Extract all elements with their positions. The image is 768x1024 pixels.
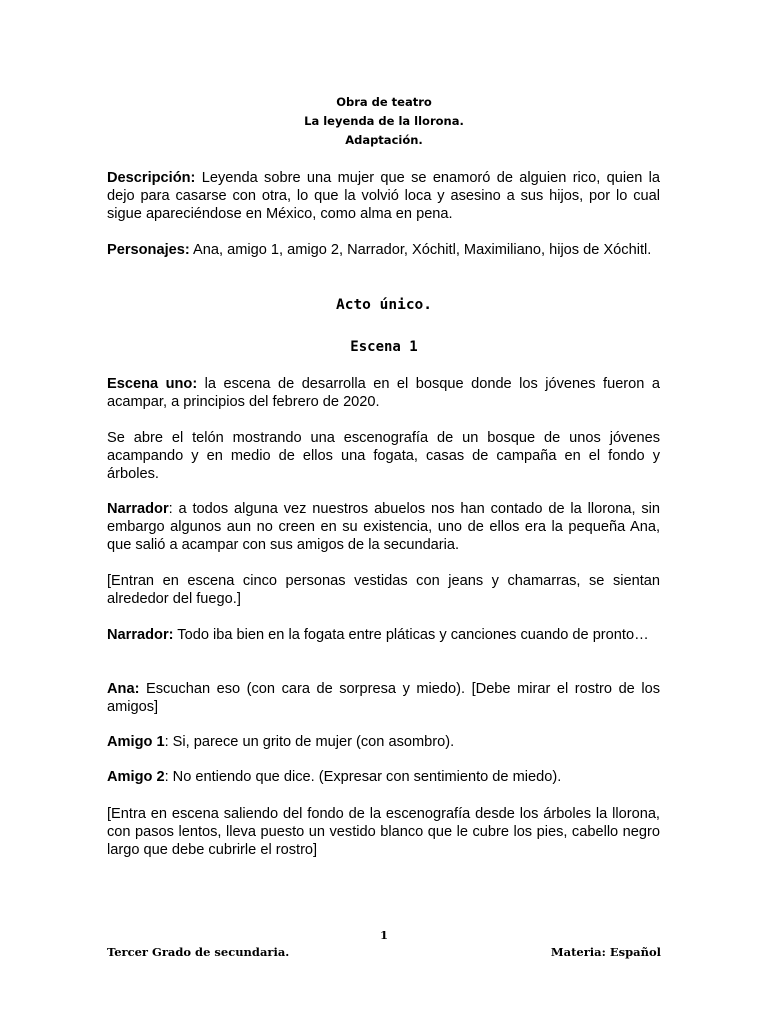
- paragraph-stage-direction-2: [107, 572, 660, 608]
- paragraph-label: Narrador:: [107, 627, 174, 643]
- paragraph-text: [Entra en escena saliendo del fondo de la escenografía desde los árboles la llorona, con pasos lentos, lleva puesto un vestido blanco que le cubre los pies, cabello negro largo que debe cubrirle el rostro]: [107, 806, 660, 858]
- page-number: 1: [379, 928, 388, 942]
- paragraph-narrator-2: [107, 626, 660, 644]
- characters-paragraph: [107, 241, 660, 259]
- paragraph-text: [Entran en escena cinco personas vestidas con jeans y chamarras, se sientan alrededor del fuego.]: [107, 573, 660, 607]
- paragraph-narrator-1: [107, 500, 660, 554]
- paragraph-stage-direction-3: [107, 805, 660, 859]
- paragraph-text: : Si, parece un grito de mujer (con asombro).: [164, 734, 455, 750]
- paragraph-label: Narrador: [107, 501, 169, 517]
- paragraph-amigo-1: [107, 733, 660, 751]
- paragraph-stage-direction-1: [107, 429, 660, 483]
- paragraph-text: Escuchan eso (con cara de sorpresa y miedo). [Debe mirar el rostro de los amigos]: [107, 681, 660, 715]
- paragraph-ana: [107, 680, 660, 716]
- paragraph-label: Ana:: [107, 681, 140, 697]
- title-block: [0, 93, 768, 150]
- paragraph-text: la escena de desarrolla en el bosque donde los jóvenes fueron a acampar, a principios del febrero de 2020.: [107, 376, 660, 410]
- footer-grade: Tercer Grado de secundaria.: [107, 945, 290, 959]
- description-paragraph: [107, 169, 660, 223]
- paragraph-text: Todo iba bien en la fogata entre pláticas y canciones cuando de pronto…: [173, 627, 649, 643]
- paragraph-amigo-2: [107, 768, 660, 786]
- characters-label: Personajes:: [107, 242, 190, 258]
- title-line-2: La leyenda de la llorona.: [304, 114, 464, 128]
- paragraph-label: Amigo 1: [107, 734, 165, 750]
- title-line-1: Obra de teatro: [336, 95, 432, 109]
- paragraph-label: Escena uno:: [107, 376, 198, 392]
- act-heading: Acto único.: [335, 297, 433, 313]
- paragraph-text: : a todos alguna vez nuestros abuelos nos han contado de la llorona, sin embargo algunos aun no creen en su existencia, uno de ellos era la pequeña Ana, que salió a acampar con sus amigos de la secundaria.: [107, 501, 660, 553]
- scene-heading: Escena 1: [350, 339, 418, 355]
- footer-subject: Materia: Español: [550, 945, 661, 959]
- description-label: Descripción:: [107, 170, 196, 186]
- paragraph-text: : No entiendo que dice. (Expresar con sentimiento de miedo).: [164, 769, 562, 785]
- paragraph-scene-one: [107, 375, 660, 411]
- paragraph-label: Amigo 2: [107, 769, 165, 785]
- paragraph-text: Se abre el telón mostrando una escenografía de un bosque de unos jóvenes acampando y en medio de ellos una fogata, casas de campaña en el fondo y árboles.: [107, 430, 660, 482]
- characters-text: Ana, amigo 1, amigo 2, Narrador, Xóchitl, Maximiliano, hijos de Xóchitl.: [189, 242, 652, 258]
- description-text: Leyenda sobre una mujer que se enamoró de alguien rico, quien la dejo para casarse con otra, lo que la volvió loca y asesino a sus hijos, por lo cual sigue apareciéndose en México, como alma en pena.: [107, 170, 660, 222]
- title-line-3: Adaptación.: [345, 133, 423, 147]
